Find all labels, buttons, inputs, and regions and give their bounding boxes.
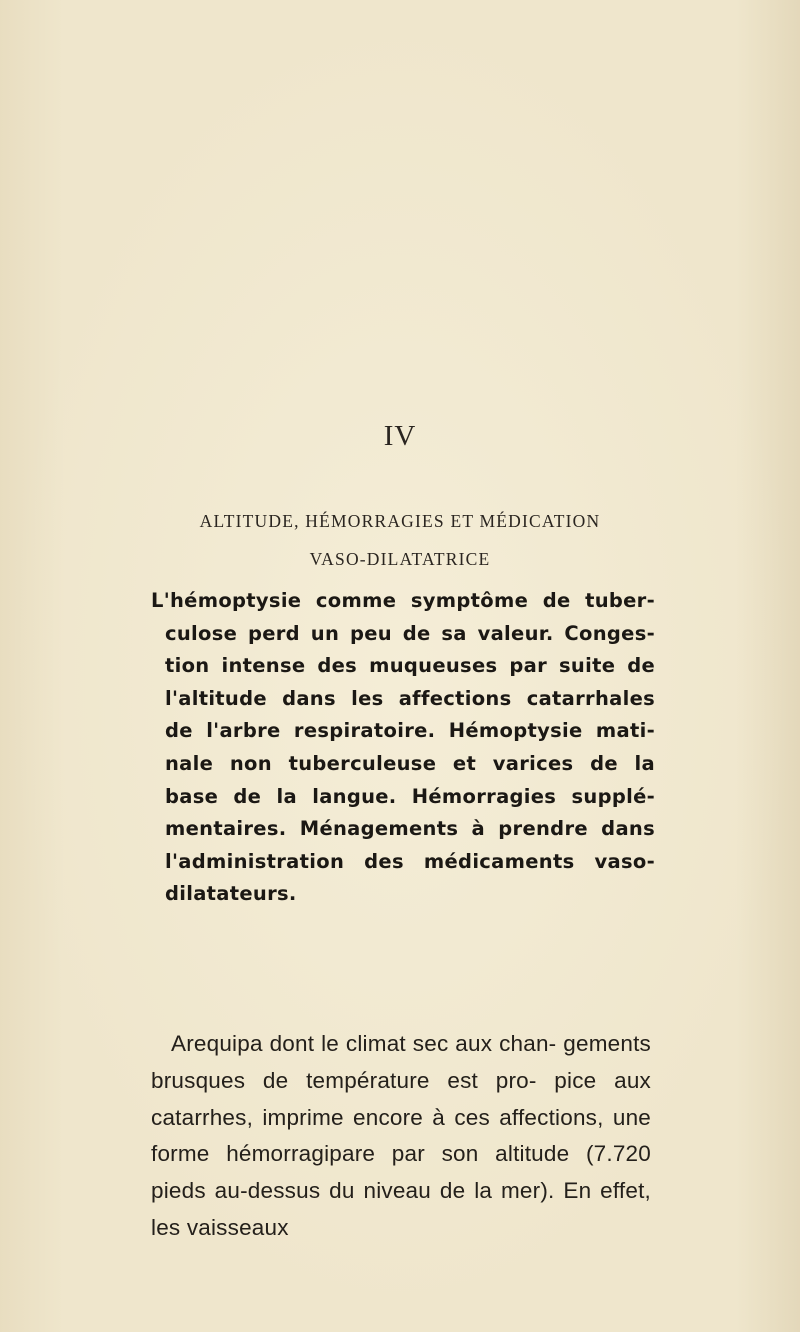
body-paragraph: Arequipa dont le climat sec aux chan- gements brusques de température est pro- pice aux catarrhes, imprime encore à ces affections, une forme hémorragipare par son altitude (7.720 pieds au-dessus du niveau de la mer). En effet, les vaisseaux (151, 1031, 651, 1240)
chapter-number: IV (383, 420, 417, 452)
chapter-summary: L'hémoptysie comme symptôme de tuber- culose perd un peu de sa valeur. Conges- tion intense des muqueuses par suite de l'altitude dans les affections catarrhales de l'arbre respiratoire. Hémoptysie mati- nale non tuberculeuse et varices de la base de la langue. Hémorragies supplé- mentaires. Ménagements à prendre dans l'administration des médicaments vaso- dilatateurs. (151, 589, 655, 906)
chapter-title-line-1: ALTITUDE, HÉMORRAGIES ET MÉDICATION (199, 511, 601, 531)
chapter-title-line-2: VASO-DILATATRICE (309, 549, 491, 569)
